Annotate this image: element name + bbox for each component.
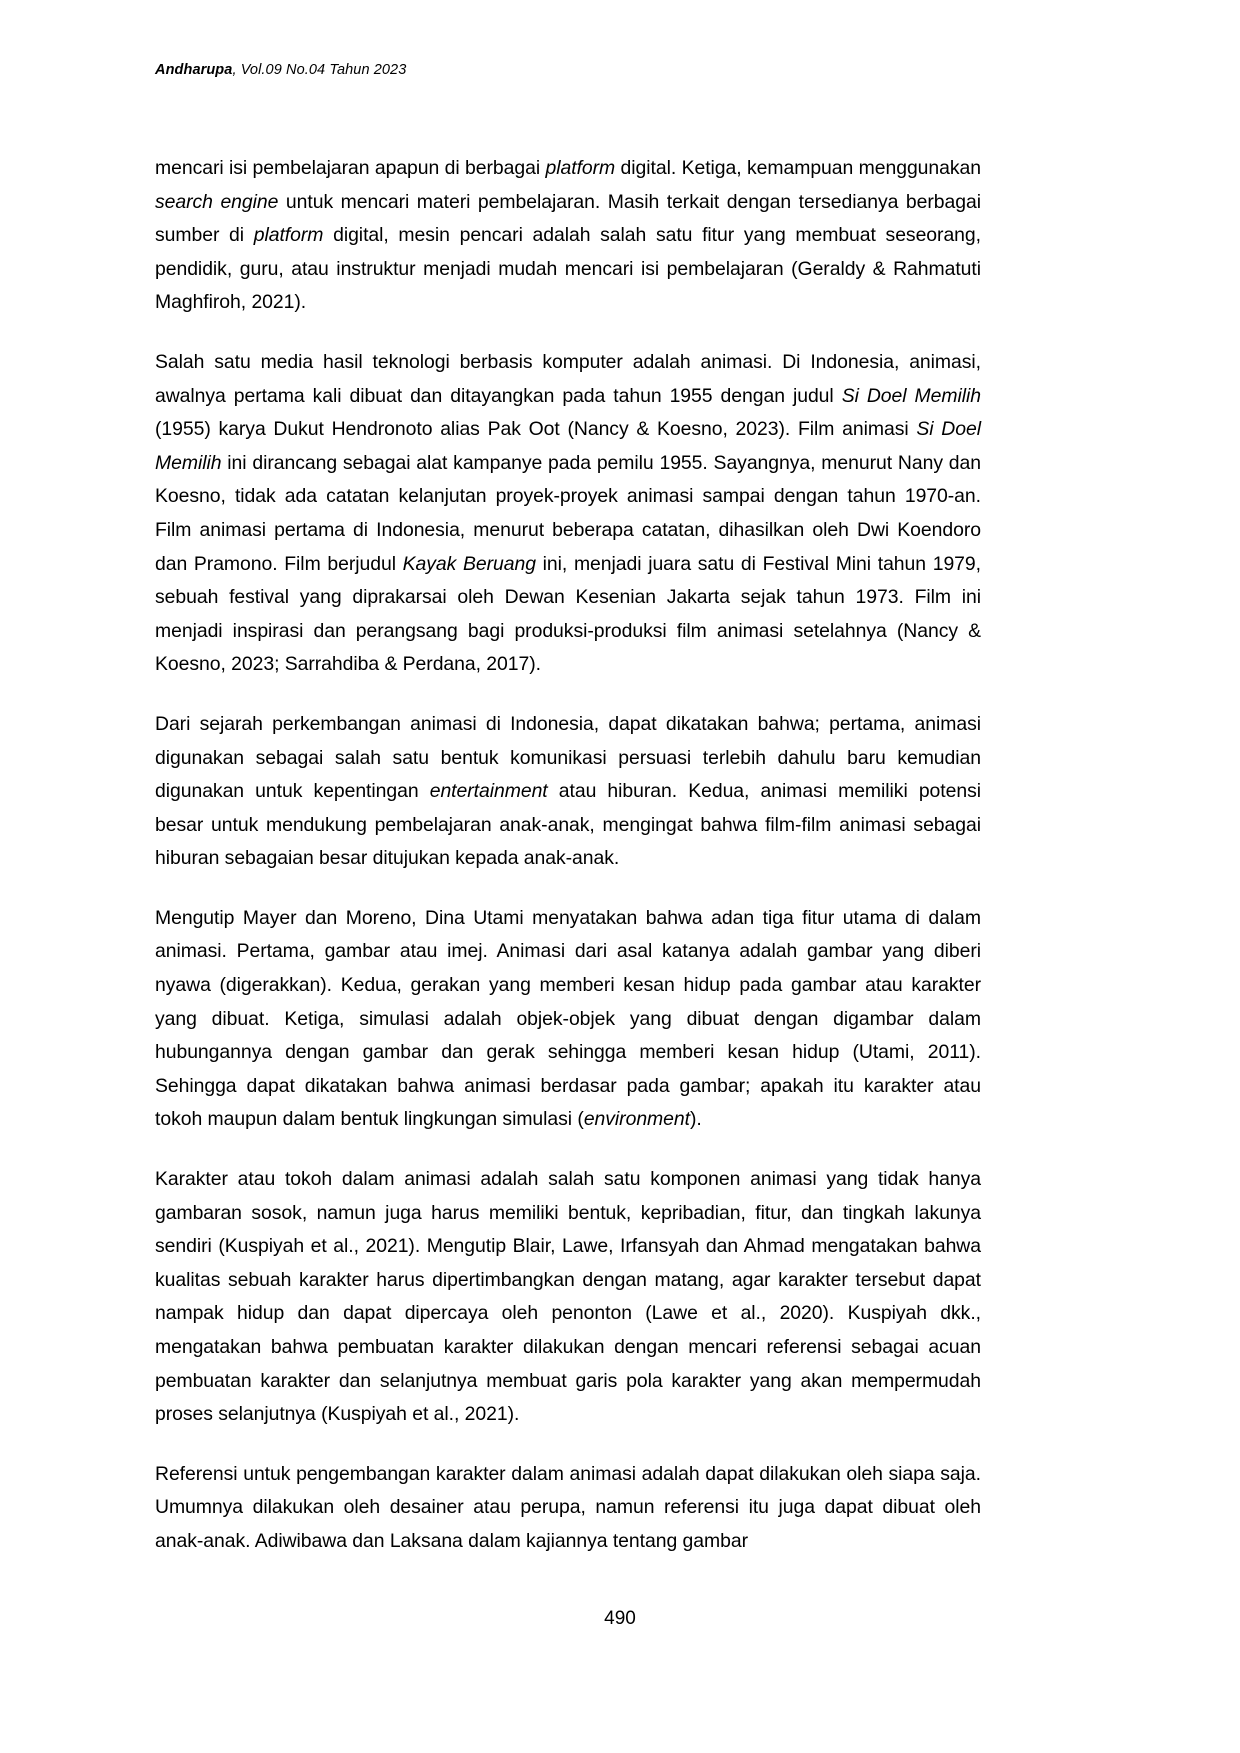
body-run: mencari isi pembelajaran apapun di berbagai xyxy=(155,157,546,179)
body-run: untuk mencari materi pembelajaran. Masih terkait dengan tersedianya berbagai sumber di xyxy=(155,190,981,247)
body-run: digital, mesin pencari adalah salah satu fitur yang membuat seseorang, pendidik, guru, atau instruktur menjadi mudah mencari isi pembelajaran (Geraldy & Rahmatuti Maghfiroh, 2021). xyxy=(155,224,981,314)
body-run: digital. Ketiga, kemampuan menggunakan xyxy=(615,157,981,179)
body-run: Salah satu media hasil teknologi berbasis komputer adalah animasi. Di Indonesia, animasi, awalnya pertama kali dibuat dan ditayangkan pada tahun 1955 dengan judul xyxy=(155,350,981,407)
body-run: Referensi untuk pengembangan karakter dalam animasi adalah dapat dilakukan oleh siapa saja. Umumnya dilakukan oleh desainer atau perupa, namun referensi itu juga dapat dibuat oleh anak-anak. Adiwibawa dan Laksana dalam kajiannya tentang gambar xyxy=(155,1462,981,1552)
emphasis-text: search engine xyxy=(155,190,279,213)
body-run: Karakter atau tokoh dalam animasi adalah salah satu komponen animasi yang tidak hanya gambaran sosok, namun juga harus memiliki bentuk, kepribadian, fitur, dan tingkah lakunya sendiri (Kuspiyah et al., 2021). Mengutip Blair, Lawe, Irfansyah dan Ahmad mengatakan bahwa kualitas sebuah karakter harus dipertimbangkan dengan matang, agar karakter tersebut dapat nampak hidup dan dapat dipercaya oleh penonton (Lawe et al., 2020). Kuspiyah dkk., mengatakan bahwa pembuatan karakter dilakukan dengan mencari referensi sebagai acuan pembuatan karakter dan selanjutnya membuat garis pola karakter yang akan mempermudah proses selanjutnya (Kuspiyah et al., 2021). xyxy=(155,1168,981,1426)
body-run: Dari sejarah perkembangan animasi di Indonesia, dapat dikatakan bahwa; pertama, animasi digunakan sebagai salah satu bentuk komunikasi persuasi terlebih dahulu baru kemudian digunakan untuk kepentingan xyxy=(155,712,981,803)
page-number: 490 xyxy=(604,1608,636,1629)
paragraph-p2 xyxy=(155,346,981,682)
paragraph-p5 xyxy=(155,1163,981,1432)
body-text xyxy=(155,152,981,1559)
body-run: ). xyxy=(689,1108,702,1131)
emphasis-text: environment xyxy=(583,1108,690,1131)
body-run: Mengutip Mayer dan Moreno, Dina Utami menyatakan bahwa adan tiga fitur utama di dalam animasi. Pertama, gambar atau imej. Animasi dari asal katanya adalah gambar yang diberi nyawa (digerakkan). Kedua, gerakan yang memberi kesan hidup pada gambar atau karakter yang dibuat. Ketiga, simulasi adalah objek-objek yang dibuat dengan digambar dalam hubungannya dengan gambar dan gerak sehingga memberi kesan hidup (Utami, 2011). Sehingga dapat dikatakan bahwa animasi berdasar pada gambar; apakah itu karakter atau tokoh maupun dalam bentuk lingkungan simulasi ( xyxy=(155,906,981,1131)
emphasis-text: Kayak Beruang xyxy=(402,552,536,575)
body-run: atau hiburan. Kedua, animasi memiliki potensi besar untuk mendukung pembelajaran anak-anak, mengingat bahwa film-film animasi sebagai hiburan sebagaian besar ditujukan kepada anak-anak. xyxy=(155,780,982,870)
emphasis-text: Si Doel Memilih xyxy=(155,418,981,474)
body-run: ini, menjadi juara satu di Festival Mini tahun 1979, sebuah festival yang diprakarsai oleh Dewan Kesenian Jakarta sejak tahun 1973. Film ini menjadi inspirasi dan perangsang bagi produksi-produksi film animasi setelahnya (Nancy & Koesno, 2023; Sarrahdiba & Perdana, 2017). xyxy=(155,552,981,676)
paragraph-p4 xyxy=(155,902,981,1137)
paragraph-p3 xyxy=(155,708,981,876)
running-head xyxy=(155,62,406,78)
journal-issue: , Vol.09 No.04 Tahun 2023 xyxy=(232,62,407,78)
emphasis-text: platform xyxy=(253,224,324,247)
emphasis-text: platform xyxy=(545,157,616,179)
body-run: ini dirancang sebagai alat kampanye pada pemilu 1955. Sayangnya, menurut Nany dan Koesno, tidak ada catatan kelanjutan proyek-proyek animasi sampai dengan tahun 1970-an. Film animasi pertama di Indonesia, menurut beberapa catatan, dihasilkan oleh Dwi Koendoro dan Pramono. Film berjudul xyxy=(155,451,981,575)
emphasis-text: entertainment xyxy=(429,780,548,803)
paragraph-p1 xyxy=(155,152,981,320)
body-run: (1955) karya Dukut Hendronoto alias Pak Oot (Nancy & Koesno, 2023). Film animasi xyxy=(155,418,917,441)
paragraph-p6 xyxy=(155,1458,981,1559)
journal-name: Andharupa xyxy=(155,62,233,78)
emphasis-text: Si Doel Memilih xyxy=(841,384,981,407)
